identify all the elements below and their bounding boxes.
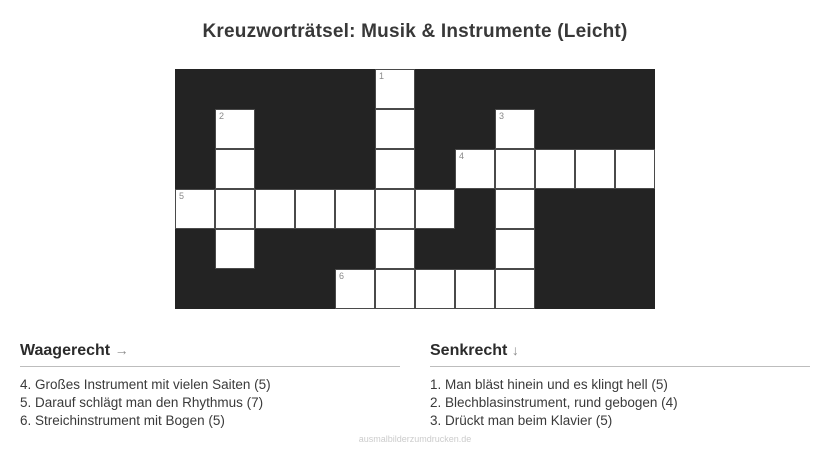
down-clue-list [430,376,810,430]
grid-cell-r5c6[interactable] [415,269,455,309]
grid-cell-r2c9[interactable] [535,149,575,189]
down-clue-1: 1. Man bläst hinein und es klingt hell (5) [430,377,668,392]
page-title: Kreuzworträtsel: Musik & Instrumente (Leicht) [202,21,628,42]
clues-container [20,342,810,430]
grid-cell-r1c8[interactable] [495,109,535,149]
grid-cell-r5c8[interactable] [495,269,535,309]
grid-cell-r3c6[interactable] [415,189,455,229]
watermark: ausmalbilderzumdrucken.de [358,434,472,444]
grid-cell-r3c2[interactable] [255,189,295,229]
cell-number: 4 [459,151,465,161]
across-section [20,342,400,430]
across-heading-label: Waagerecht [20,342,111,359]
grid-cell-r4c1[interactable] [215,229,255,269]
grid-cell-r2c11[interactable] [615,149,655,189]
down-heading-label: Senkrecht [430,342,508,359]
grid-cell-r2c5[interactable] [375,149,415,189]
grid-cell-r3c3[interactable] [295,189,335,229]
grid-cell-r0c5[interactable] [375,69,415,109]
cell-number: 2 [219,111,225,121]
across-clue-list [20,376,400,430]
down-arrow-icon: ↓ [511,342,519,358]
grid-cell-r3c8[interactable] [495,189,535,229]
grid-cell-r5c5[interactable] [375,269,415,309]
grid-cell-r1c1[interactable] [215,109,255,149]
grid-cell-r5c4[interactable] [335,269,375,309]
grid-cell-r1c5[interactable] [375,109,415,149]
grid-cell-r3c5[interactable] [375,189,415,229]
grid-cell-r5c7[interactable] [455,269,495,309]
across-heading [20,342,400,367]
grid-cell-r3c1[interactable] [215,189,255,229]
grid-cell-r2c7[interactable] [455,149,495,189]
across-clue-3: 6. Streichinstrument mit Bogen (5) [20,413,225,428]
cell-number: 1 [379,71,385,81]
grid-cell-r2c10[interactable] [575,149,615,189]
down-clue-2: 2. Blechblasinstrument, rund gebogen (4) [430,395,678,410]
cell-number: 6 [339,271,345,281]
grid-cell-r2c8[interactable] [495,149,535,189]
grid-cell-r3c0[interactable] [175,189,215,229]
grid-cell-r4c8[interactable] [495,229,535,269]
grid-cell-r4c5[interactable] [375,229,415,269]
right-arrow-icon: → [114,342,129,358]
down-section [430,342,810,430]
grid-cell-r2c1[interactable] [215,149,255,189]
down-clue-3: 3. Drückt man beim Klavier (5) [430,413,613,428]
cell-number: 3 [499,111,505,121]
across-clue-2: 5. Darauf schlägt man den Rhythmus (7) [20,395,264,410]
crossword-grid [175,69,655,309]
across-clue-1: 4. Großes Instrument mit vielen Saiten (5) [20,377,271,392]
down-heading [430,342,810,367]
grid-cell-r3c4[interactable] [335,189,375,229]
cell-number: 5 [179,191,185,201]
